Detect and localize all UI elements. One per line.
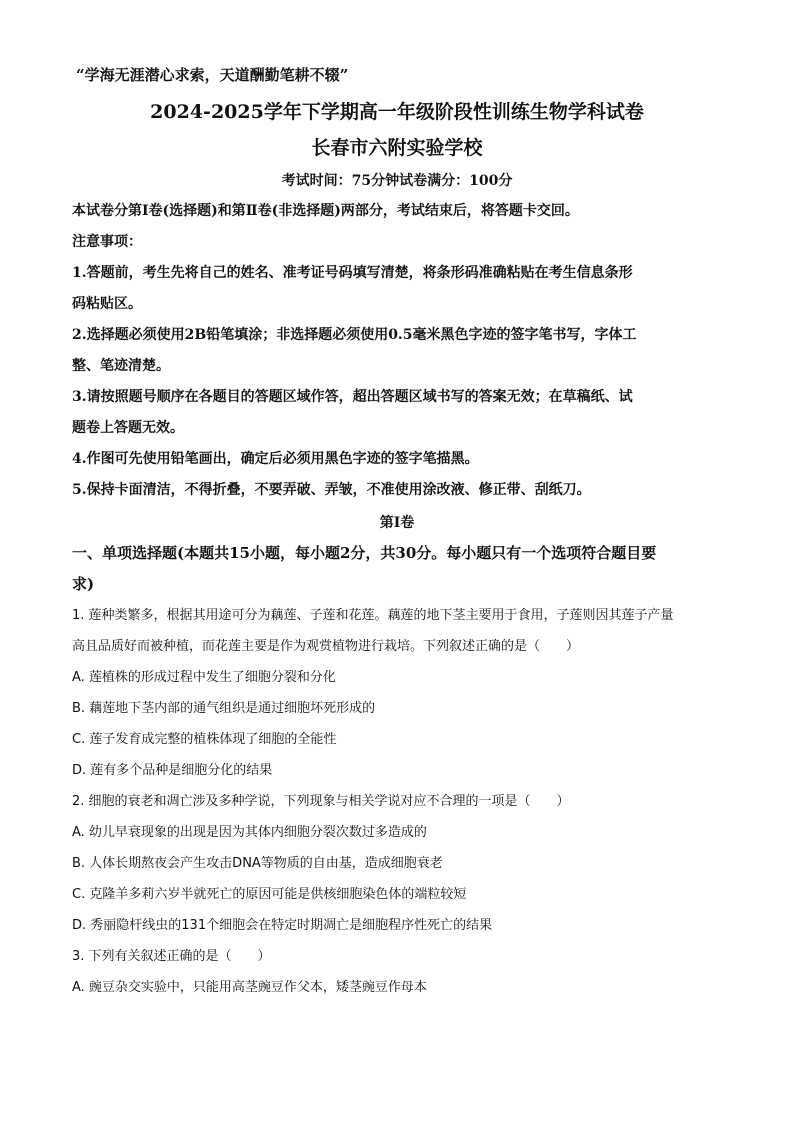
option-a: A. 幼儿早衰现象的出现是因为其体内细胞分裂次数过多造成的 [72,825,427,840]
part1-heading-cont: 求) [72,575,95,593]
question-1 [72,600,722,786]
notice-line: 1.答题前，考生先将自己的姓名、准考证号码填写清楚，将条形码准确粘贴在考生信息条形 [72,265,633,281]
option-c: C. 莲子发育成完整的植株体现了细胞的全能性 [72,732,337,747]
option-d: D. 莲有多个品种是细胞分化的结果 [72,763,273,778]
question-stem: 3. 下列有关叙述正确的是（ ） [72,949,271,964]
notice-heading: 注意事项： [72,234,142,250]
school-name: 长春市六附实验学校 [311,137,483,159]
intro-text: 本试卷分第Ⅰ卷(选择题)和第Ⅱ卷(非选择题)两部分，考试结束后，将答题卡交回。 [72,203,579,219]
page-title: 2024-2025学年下学期高一年级阶段性训练生物学科试卷 [150,101,644,123]
notice-line: 整、笔迹清楚。 [72,358,170,374]
option-d: D. 秀丽隐杆线虫的131个细胞会在特定时期凋亡是细胞程序性死亡的结果 [72,918,493,933]
question-stem: 1. 莲种类繁多，根据其用途可分为藕莲、子莲和花莲。藕莲的地下茎主要用于食用，子莲则因其莲子产量 [72,608,674,623]
notice-line: 4.作图可先使用铅笔画出，确定后必须用黑色字迹的签字笔描黑。 [72,451,479,467]
motto: “学海无涯潜心求索，天道酬勤笔耕不辍” [76,66,349,84]
question-2 [72,786,722,941]
notice-line: 2.选择题必须使用2B铅笔填涂；非选择题必须使用0.5毫米黑色字迹的签字笔书写，字体工 [72,327,637,343]
option-a: A. 豌豆杂交实验中，只能用高茎豌豆作父本，矮茎豌豆作母本 [72,980,427,995]
option-c: C. 克隆羊多莉六岁半就死亡的原因可能是供核细胞染色体的端粒较短 [72,887,467,902]
option-a: A. 莲植株的形成过程中发生了细胞分裂和分化 [72,670,336,685]
question-3 [72,941,722,1003]
option-b: B. 人体长期熬夜会产生攻击DNA等物质的自由基，造成细胞衰老 [72,856,443,871]
volume-label: 第Ⅰ卷 [379,515,415,531]
exam-info: 考试时间：75分钟试卷满分：100分 [281,173,513,189]
notice-line: 码粘贴区。 [72,296,142,312]
part1-heading: 一、单项选择题(本题共15小题，每小题2分，共30分。每小题只有一个选项符合题目要 [72,544,657,562]
notice-line: 3.请按照题号顺序在各题目的答题区域作答，超出答题区域书写的答案无效；在草稿纸、试 [72,389,633,405]
question-stem: 高且品质好而被种植，而花莲主要是作为观赏植物进行栽培。下列叙述正确的是（ ） [72,639,580,654]
question-stem: 2. 细胞的衰老和凋亡涉及多种学说，下列现象与相关学说对应不合理的一项是（ ） [72,794,570,809]
option-b: B. 藕莲地下茎内部的通气组织是通过细胞坏死形成的 [72,701,376,716]
notice-line: 5.保持卡面清洁，不得折叠，不要弄破、弄皱，不准使用涂改液、修正带、刮纸刀。 [72,482,591,498]
notice-line: 题卷上答题无效。 [72,420,184,436]
